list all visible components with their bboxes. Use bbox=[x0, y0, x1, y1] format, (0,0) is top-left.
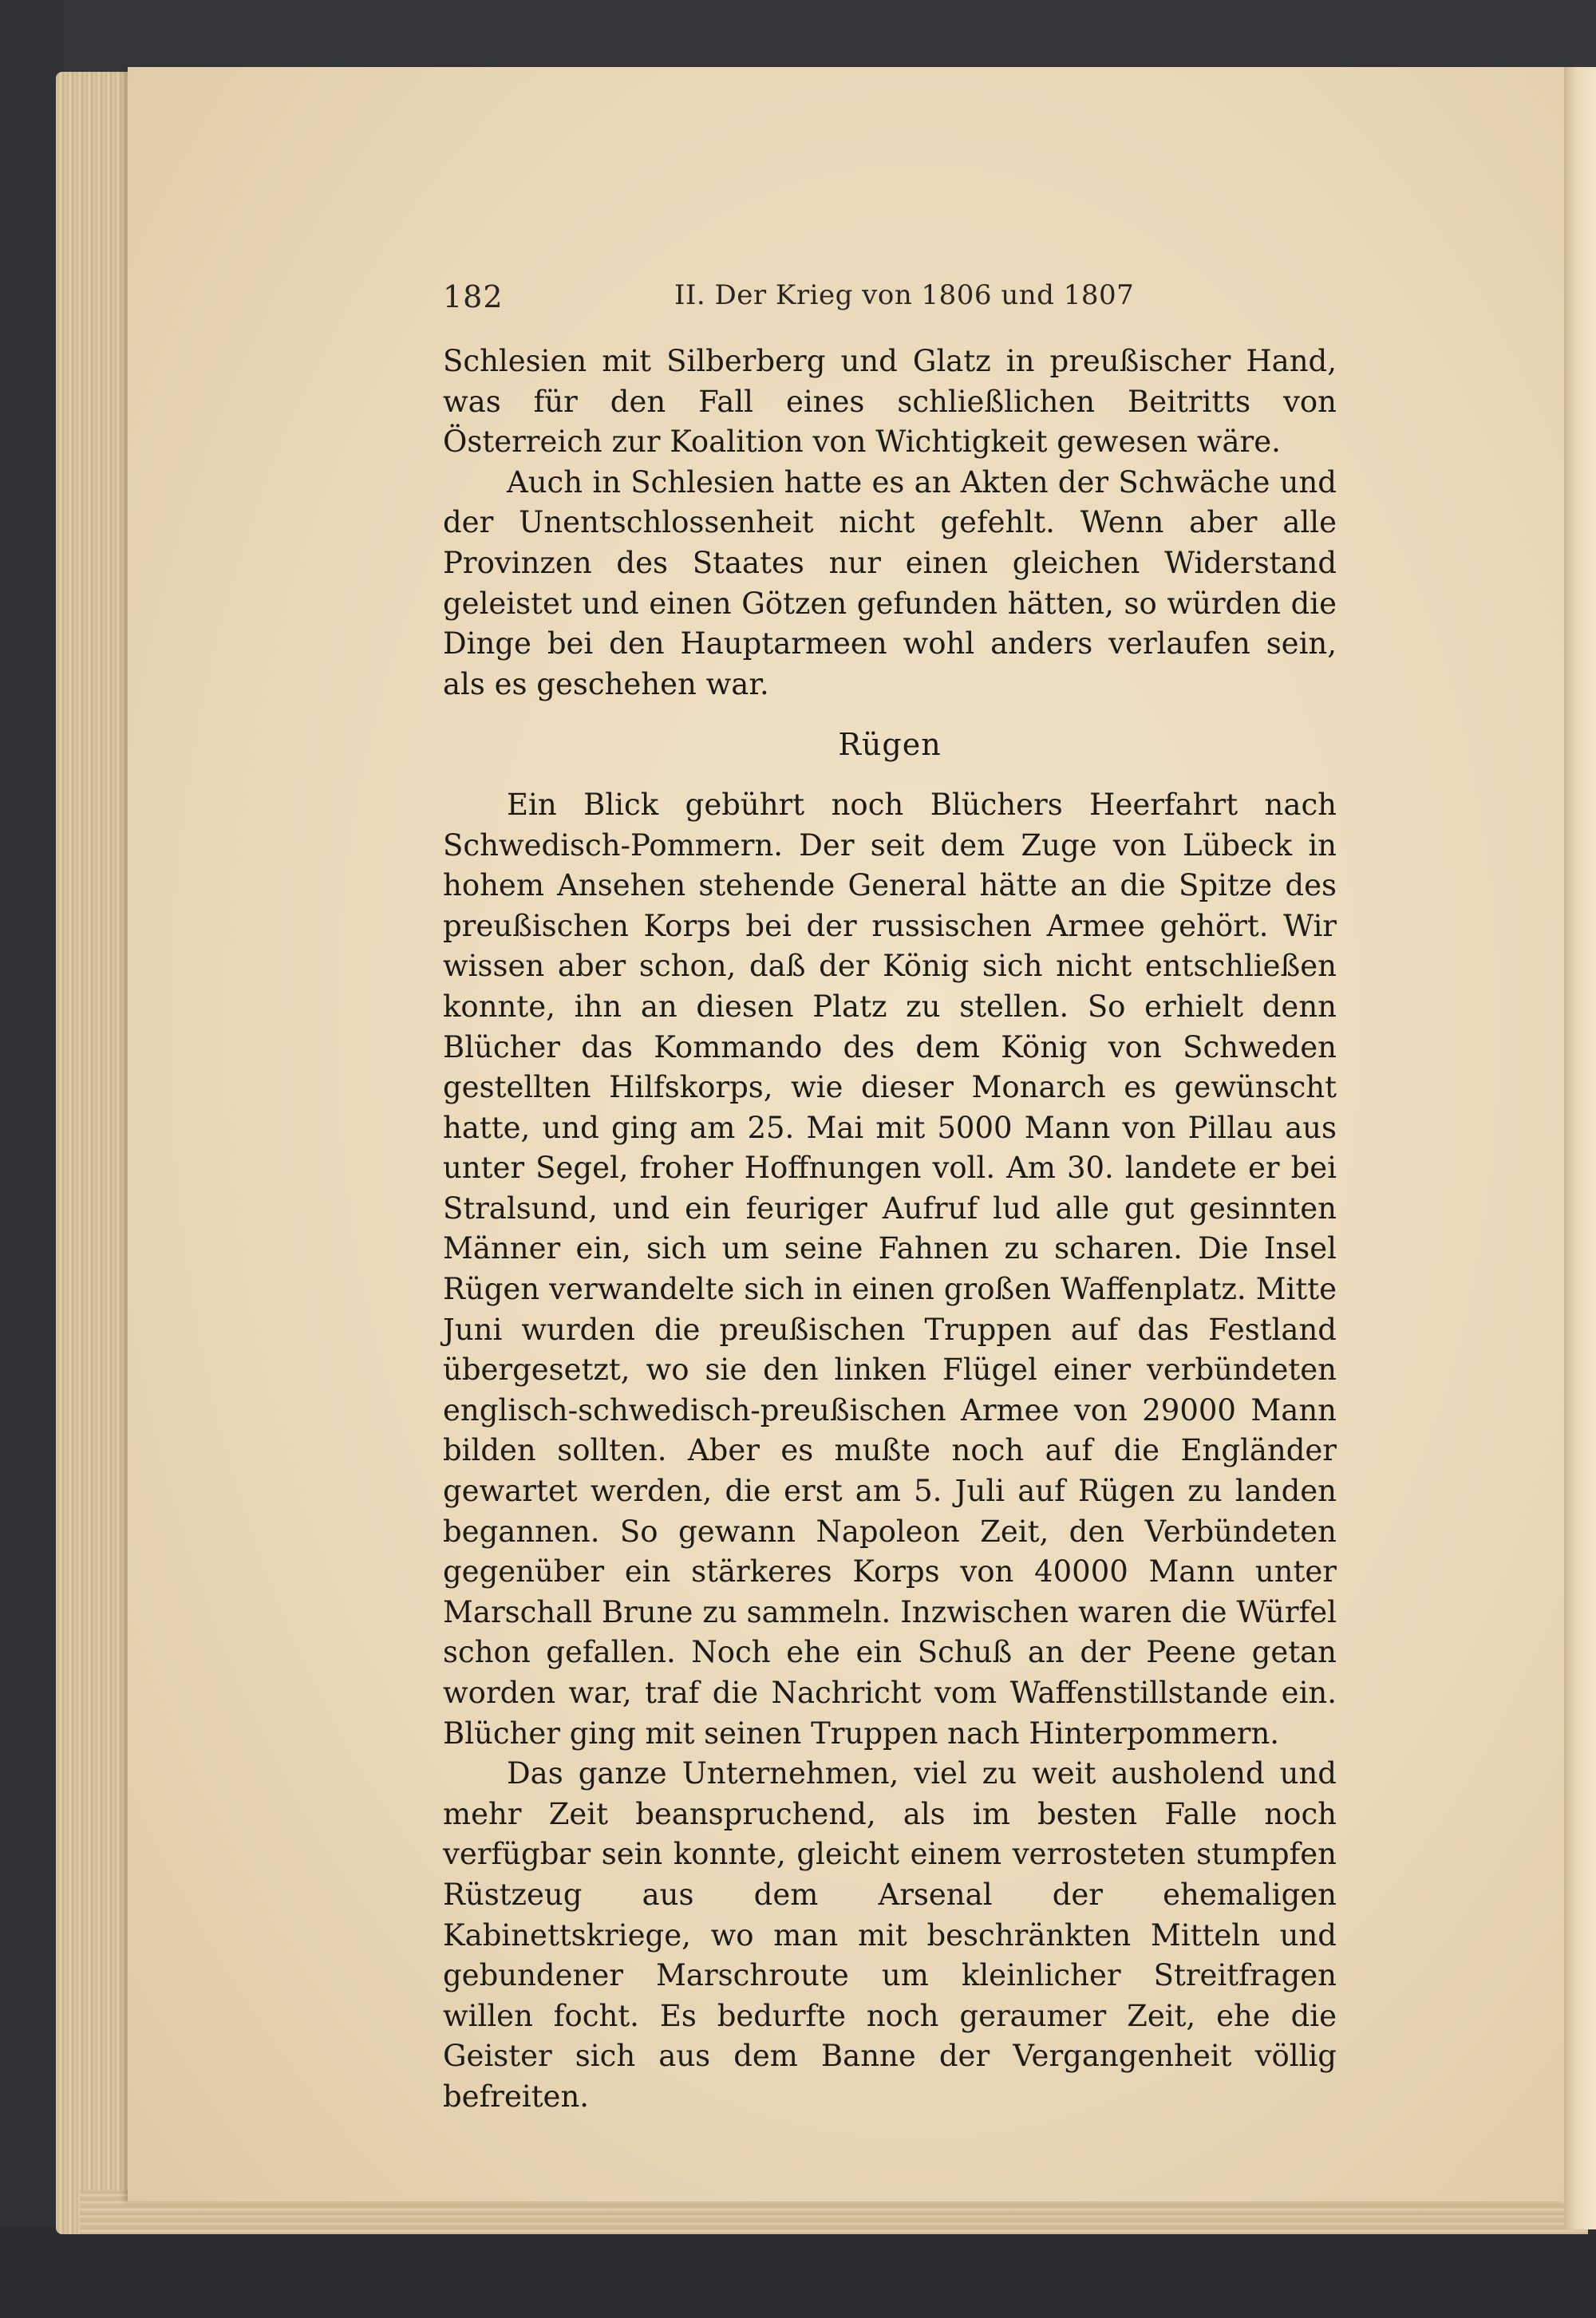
background-bottom bbox=[0, 2226, 1596, 2318]
background-top bbox=[0, 0, 1596, 72]
section-heading: Rügen bbox=[838, 727, 942, 763]
running-head bbox=[443, 279, 1337, 319]
page-number: 182 bbox=[443, 279, 504, 314]
book-gutter bbox=[1564, 67, 1596, 2229]
paragraph-4: Das ganze Unternehmen, viel zu weit ausholend und mehr Zeit beanspruchend, als im besten Falle noch verfügbar sein konnte, gleicht einem verrosteten stumpfen Rüstzeug aus dem Arsenal der ehemaligen Kabinettskriege, wo man mit beschränkten Mitteln und gebundener Marschroute um kleinlicher Streitfragen willen focht. Es bedurfte noch geraumer Zeit, ehe die Geister sich aus dem Banne der Vergangenheit völlig befreiten. bbox=[443, 1756, 1337, 2114]
chapter-title: II. Der Krieg von 1806 und 1807 bbox=[674, 279, 1135, 311]
paragraph-2: Auch in Schlesien hatte es an Akten der Schwäche und der Unentschlossenheit nicht gefehlt. Wenn aber alle Provinzen des Staates nur einen gleichen Widerstand geleistet und einen Götzen gefunden hätten, so würden die Dinge bei den Hauptarmeen wohl anders verlaufen sein, als es geschehen war. bbox=[443, 464, 1337, 701]
background-left bbox=[0, 0, 64, 2318]
paragraph-3: Ein Blick gebührt noch Blüchers Heerfahrt nach Schwedisch-Pommern. Der seit dem Zuge von Lübeck in hohem Ansehen stehende General hätte an die Spitze des preußischen Korps bei der russischen Armee gehört. Wir wissen aber schon, daß der König sich nicht entschließen konnte, ihn an diesen Platz zu stellen. So erhielt denn Blücher das Kommando des dem König von Schweden gestellten Hilfskorps, wie dieser Monarch es gewünscht hatte, und ging am 25. Mai mit 5000 Mann von Pillau aus unter Segel, froher Hoffnungen voll. Am 30. landete er bei Stralsund, und ein feuriger Aufruf lud alle gut gesinnten Männer ein, sich um seine Fahnen zu scharen. Die Insel Rügen verwandelte sich in einen großen Waffenplatz. Mitte Juni wurden die preußischen Truppen auf das Festland übergesetzt, wo sie den linken Flügel einer verbündeten englisch-schwedisch-preußischen Armee von 29000 Mann bilden sollten. Aber es mußte noch auf die Engländer gewartet werden, die erst am 5. Juli auf Rügen zu landen begannen. So gewann Napoleon Zeit, den Verbündeten gegenüber ein stärkeres Korps von 40000 Mann unter Marschall Brune zu sammeln. Inzwischen waren die Würfel schon gefallen. Noch ehe ein Schuß an der Peene getan worden war, traf die Nachricht vom Waffenstillstande ein. Blücher ging mit seinen Truppen nach Hinterpommern. bbox=[443, 787, 1337, 1751]
body-text bbox=[443, 342, 1337, 2118]
paragraph-1: Schlesien mit Silberberg und Glatz in preußischer Hand, was für den Fall eines schließlichen Beitritts von Österreich zur Koalition von Wichtigkeit gewesen wäre. bbox=[443, 344, 1337, 460]
